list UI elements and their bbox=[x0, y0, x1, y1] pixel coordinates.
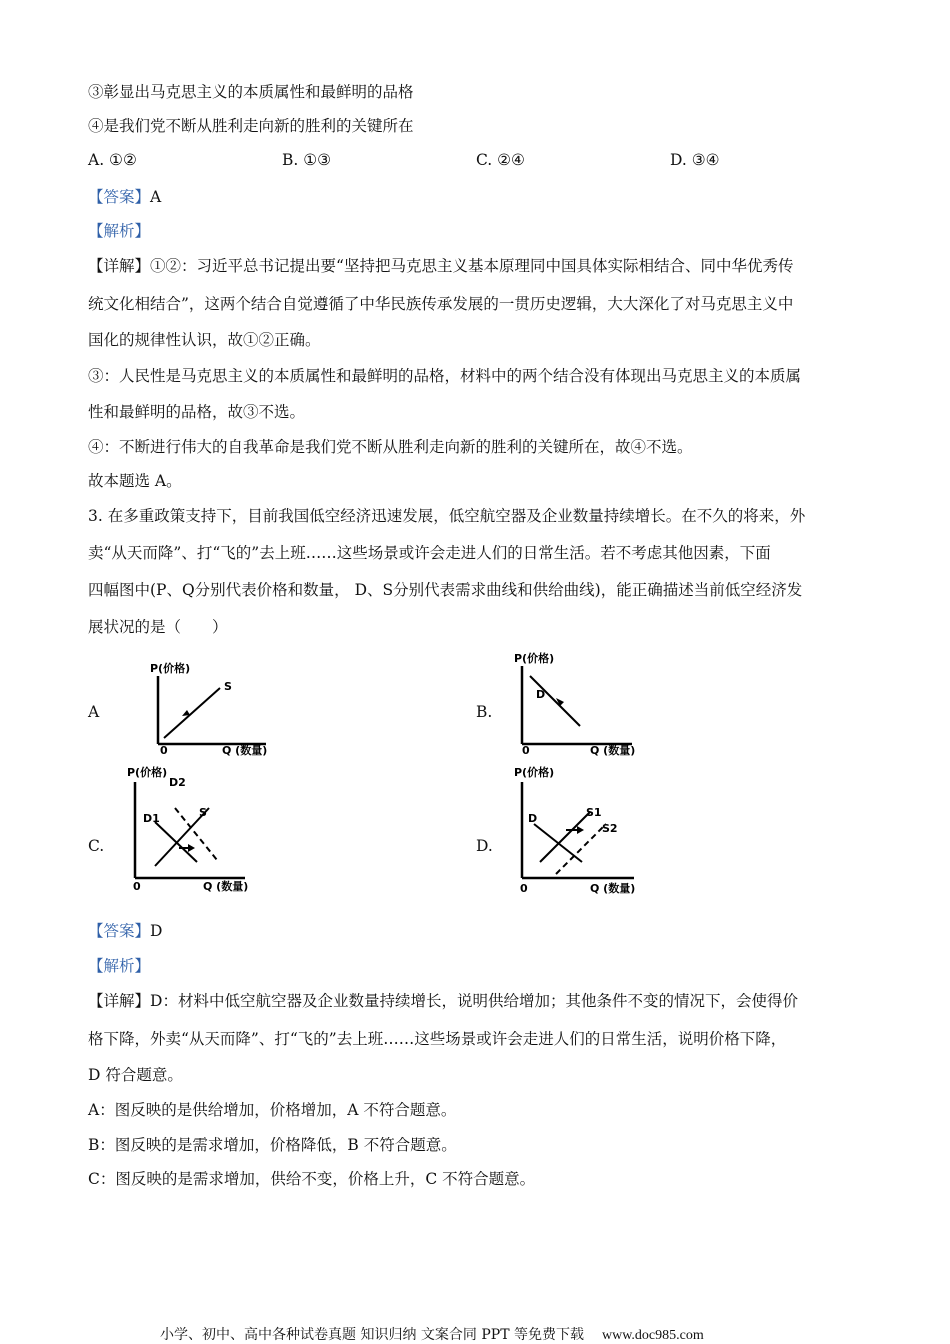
q3-detail-line-2: 格下降，外卖“从天而降”、打“飞的”去上班……这些场景或许会走进人们的日常生活，说明价格下降， bbox=[88, 1030, 787, 1048]
graph-b bbox=[510, 648, 650, 758]
q2-analysis-tag bbox=[88, 221, 150, 241]
q2-detail-line-3: 国化的规律性认识，故①②正确。 bbox=[88, 331, 321, 349]
q3-stem-line-1: 3. 在多重政策支持下，目前我国低空经济迅速发展，低空航空器及企业数量持续增长。在不久的将来，外 bbox=[88, 507, 806, 525]
graph-a-label: A bbox=[88, 703, 100, 721]
graph-d-shift-arrow bbox=[577, 826, 584, 834]
graph-a-p-label: P(价格) bbox=[150, 662, 191, 675]
detail-tag: 【详解】 bbox=[88, 257, 151, 275]
detail-text: D：材料中低空航空器及企业数量持续增长，说明供给增加；其他条件不变的情况下，会使得价 bbox=[150, 992, 798, 1010]
graph-c-d2-label: D2 bbox=[169, 776, 186, 789]
q3-stem-line-4: 展状况的是（ ） bbox=[88, 618, 228, 636]
graph-a bbox=[148, 658, 288, 758]
graph-c-d2-curve bbox=[175, 808, 217, 860]
q2-detail-line-7: 故本题选 A。 bbox=[88, 472, 182, 490]
q3-stem-line-2: 卖“从天而降”、打“飞的”去上班……这些场景或许会走进人们的日常生活。若不考虑其他因素，下面 bbox=[88, 544, 771, 562]
graph-c-shift-arrow bbox=[188, 844, 195, 852]
analysis-tag: 【解析】 bbox=[88, 222, 151, 240]
q2-choice-d: D. ③④ bbox=[670, 151, 720, 169]
answer-tag: 【答案】 bbox=[88, 188, 151, 206]
q2-choice-c: C. ②④ bbox=[476, 151, 525, 169]
graph-c-q-label: Q (数量) bbox=[203, 880, 249, 893]
graph-a-q-label: Q (数量) bbox=[222, 744, 268, 757]
answer-value: D bbox=[150, 922, 163, 940]
q3-stem-line-3: 四幅图中(P、Q分别代表价格和数量， D、S分别代表需求曲线和供给曲线)，能正确描述当前低空经济发 bbox=[88, 581, 803, 599]
q2-choice-b: B. ①③ bbox=[282, 151, 332, 169]
q3-detail-line-c: C：图反映的是需求增加，供给不变，价格上升，C 不符合题意。 bbox=[88, 1170, 536, 1188]
graph-a-s-label: S bbox=[224, 680, 232, 693]
graph-c-label: C. bbox=[88, 837, 105, 855]
answer-value: A bbox=[150, 188, 162, 206]
graph-b-demand-curve bbox=[530, 676, 580, 726]
q3-detail-line-3: D 符合题意。 bbox=[88, 1066, 183, 1084]
graph-c-origin: 0 bbox=[133, 880, 141, 893]
option-line-4: ④是我们党不断从胜利走向新的胜利的关键所在 bbox=[88, 117, 414, 135]
graph-c-d1-label: D1 bbox=[143, 812, 160, 825]
graph-d-s2-label: S2 bbox=[602, 822, 618, 835]
q2-detail-line-5: 性和最鲜明的品格，故③不选。 bbox=[88, 403, 306, 421]
graph-d-q-label: Q (数量) bbox=[590, 882, 636, 895]
detail-text: ①②：习近平总书记提出要“坚持把马克思主义基本原理同中国具体实际相结合、同中华优秀传 bbox=[150, 257, 794, 275]
graph-a-origin: 0 bbox=[160, 744, 168, 757]
graph-b-q-label: Q (数量) bbox=[590, 744, 636, 757]
graph-d-s1-curve bbox=[540, 812, 590, 862]
answer-tag: 【答案】 bbox=[88, 922, 151, 940]
q3-answer bbox=[88, 921, 162, 941]
q3-analysis-tag bbox=[88, 956, 150, 976]
graph-c-s-label: S bbox=[199, 806, 207, 819]
footer-text: 小学、初中、高中各种试卷真题 知识归纳 文案合同 PPT 等免费下载 bbox=[160, 1327, 584, 1343]
q3-detail-line-b: B：图反映的是需求增加，价格降低，B 不符合题意。 bbox=[88, 1136, 457, 1154]
graph-d-p-label: P(价格) bbox=[514, 766, 555, 779]
footer-link[interactable]: www.doc985.com bbox=[601, 1328, 704, 1343]
graph-d-d-label: D bbox=[528, 812, 538, 825]
graph-a-supply-curve bbox=[164, 688, 220, 738]
option-line-3: ③彰显出马克思主义的本质属性和最鲜明的品格 bbox=[88, 83, 414, 101]
graph-b-d-label: D bbox=[536, 688, 546, 701]
graph-b-p-label: P(价格) bbox=[514, 652, 555, 665]
detail-tag: 【详解】 bbox=[88, 992, 151, 1010]
graph-d-s1-label: S1 bbox=[586, 806, 602, 819]
q2-detail-line-4: ③：人民性是马克思主义的本质属性和最鲜明的品格，材料中的两个结合没有体现出马克思主义的本质属 bbox=[88, 367, 802, 385]
graph-c-p-label: P(价格) bbox=[127, 766, 168, 779]
graph-a-arrow bbox=[182, 710, 190, 716]
graph-c bbox=[125, 762, 265, 894]
q3-detail-line-1 bbox=[88, 991, 798, 1011]
q3-detail-line-a: A：图反映的是供给增加，价格增加，A 不符合题意。 bbox=[88, 1101, 457, 1119]
q2-detail-line-1 bbox=[88, 256, 793, 276]
graph-d-label: D. bbox=[476, 837, 493, 855]
q2-choice-a: A. ①② bbox=[88, 151, 137, 169]
graph-b-origin: 0 bbox=[522, 744, 530, 757]
analysis-tag: 【解析】 bbox=[88, 957, 151, 975]
graph-d-origin: 0 bbox=[520, 882, 528, 895]
page-footer bbox=[160, 1324, 704, 1344]
q2-answer bbox=[88, 187, 161, 207]
graph-d bbox=[510, 762, 660, 896]
q2-detail-line-2: 统文化相结合”，这两个结合自觉遵循了中华民族传承发展的一贯历史逻辑，大大深化了对马克思主义中 bbox=[88, 295, 794, 313]
graph-b-label: B. bbox=[476, 703, 493, 721]
q2-detail-line-6: ④：不断进行伟大的自我革命是我们党不断从胜利走向新的胜利的关键所在，故④不选。 bbox=[88, 438, 693, 456]
